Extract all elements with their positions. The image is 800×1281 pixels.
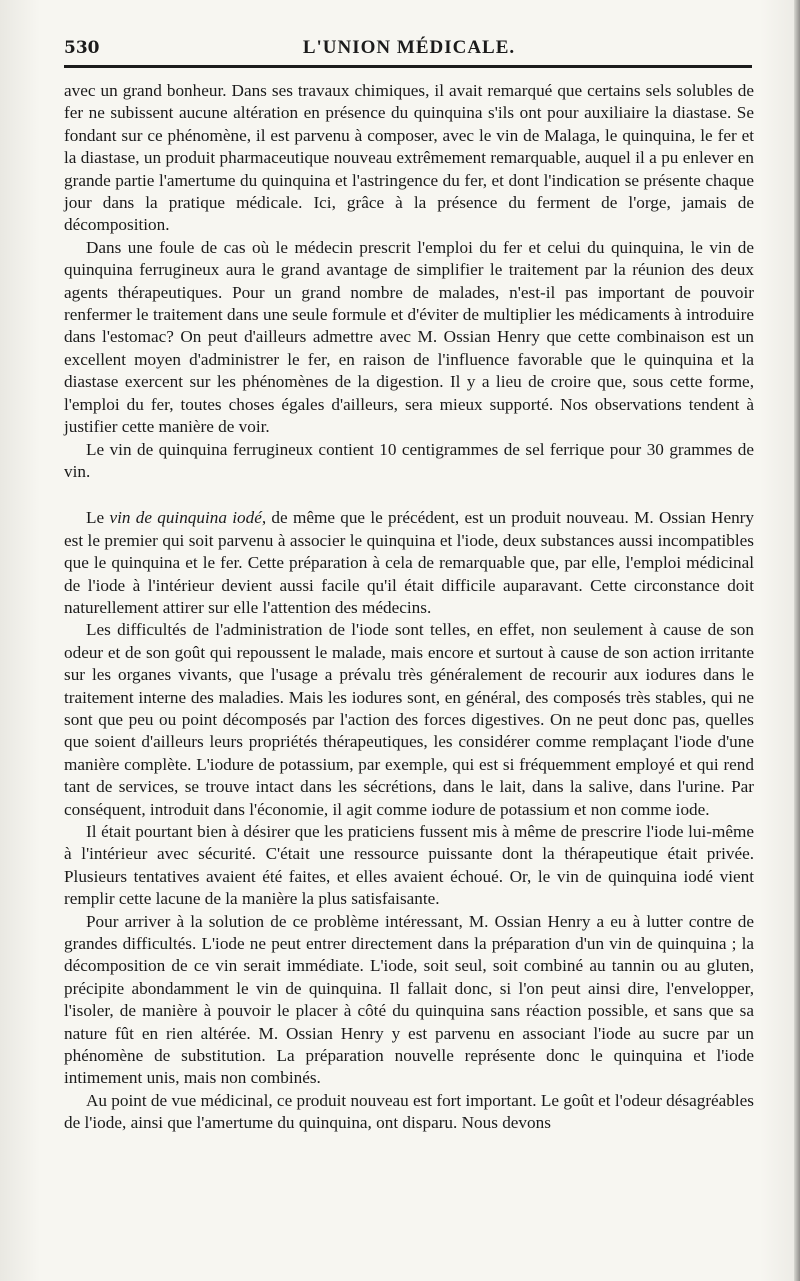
article-body bbox=[64, 80, 754, 1135]
paragraph: Dans une foule de cas où le médecin prescrit l'emploi du fer et celui du quinquina, le vin de quinquina ferrugineux aura le grand avantage de simplifier le traitement par la réunion des deux agents thérapeutiques. Pour un grand nombre de malades, n'est-il pas important de pouvoir renfermer le traitement dans une seule formule et d'éviter de multiplier les médicaments à introduire dans l'estomac? On peut d'ailleurs admettre avec M. Ossian Henry que cette combinaison est un excellent moyen d'administrer le fer, en raison de l'influence favorable que le quinquina et la diastase exercent sur les phénomènes de la digestion. Il y a lieu de croire que, sous cette forme, l'emploi du fer, toutes choses égales d'ailleurs, sera mieux supporté. Nos observations tendent à justifier cette manière de voir. bbox=[64, 237, 754, 437]
paragraph bbox=[64, 507, 754, 619]
paragraph: Les difficultés de l'administration de l'iode sont telles, en effet, non seulement à cause de son odeur et de son goût qui repoussent le malade, mais encore et surtout à cause de son action irritante sur les organes vivants, que l'usage a prévalu très généralement de recourir aux iodures dans le traitement interne des maladies. Mais les iodures sont, en général, des composés très stables, qui ne sont que peu ou point décomposés par l'action des forces digestives. On ne peut donc pas, quelles que soient d'ailleurs leurs propriétés thérapeutiques, les considérer comme remplaçant l'iode d'une manière complète. L'iodure de potassium, par exemple, qui est si fréquemment employé et qui rend tant de services, se trouve intact dans les sécrétions, dans le lait, dans la salive, dans l'urine. Par conséquent, introduit dans l'économie, il agit comme iodure de potassium et non comme iode. bbox=[64, 620, 754, 819]
page-number: 530 bbox=[64, 38, 100, 58]
running-title: L'UNION MÉDICALE. bbox=[302, 37, 516, 58]
paragraph: Au point de vue médicinal, ce produit nouveau est fort important. Le goût et l'odeur désagréables de l'iode, ainsi que l'amertume du quinquina, ont disparu. Nous devons bbox=[64, 1090, 754, 1133]
header-rule bbox=[64, 65, 752, 68]
page-header bbox=[64, 30, 754, 64]
paragraph: avec un grand bonheur. Dans ses travaux chimiques, il avait remarqué que certains sels solubles de fer ne subissent aucune altération en présence du quinquina s'ils ont pour auxiliaire la diastase. Se fondant sur ce phénomène, il est parvenu à composer, avec le vin de Malaga, le quinquina, le fer et la diastase, un produit pharmaceutique nouveau extrêmement remarquable, auquel il a pu enlever en grande partie l'amertume du quinquina et l'astringence du fer, et dont l'indication se présente chaque jour dans la pratique médicale. Ici, grâce à la présence du ferment de l'orge, jamais de décomposition. bbox=[64, 81, 754, 235]
paragraph-lead: Le bbox=[86, 508, 110, 528]
paragraph: Le vin de quinquina ferrugineux contient 10 centigrammes de sel ferrique pour 30 grammes de vin. bbox=[64, 439, 754, 481]
paragraph-rest: , de même que le précédent, est un produit nouveau. M. Ossian Henry est le premier qui soit parvenu à associer le quinquina et l'iode, deux substances aussi incompatibles que le quinquina et le fer. Cette préparation à cela de remarquable que, par elle, l'emploi médicinal de l'iode à l'intérieur devient aussi facile qu'il était difficile auparavant. Cette circonstance doit naturellement attirer sur elle l'attention des médecins. bbox=[64, 508, 754, 617]
paragraph: Il était pourtant bien à désirer que les praticiens fussent mis à même de prescrire l'iode lui-même à l'intérieur avec sécurité. C'était une ressource puissante dont la thérapeutique était privée. Plusieurs tentatives avaient été faites, et elles avaient échoué. Or, le vin de quinquina iodé vient remplir cette lacune de la manière la plus satisfaisante. bbox=[64, 822, 754, 909]
paragraph: Pour arriver à la solution de ce problème intéressant, M. Ossian Henry a eu à lutter contre de grandes difficultés. L'iode ne peut entrer directement dans la préparation d'un vin de quinquina ; la décomposition de ce vin serait immédiate. L'iode, soit seul, soit combiné au tannin ou au gluten, précipite abondamment le vin de quinquina. Il fallait donc, si l'on peut ainsi dire, l'envelopper, l'isoler, de manière à pouvoir le placer à côté du quinquina sans réaction possible, et sans que sa nature fût en rien altérée. M. Ossian Henry y est parvenu en associant l'iode au sucre par un phénomène de substitution. La préparation nouvelle représente donc le quinquina et l'iode intimement unis, mais non combinés. bbox=[64, 911, 754, 1088]
product-name-italic: vin de quinquina iodé bbox=[109, 508, 262, 528]
page-edge bbox=[794, 0, 800, 1281]
